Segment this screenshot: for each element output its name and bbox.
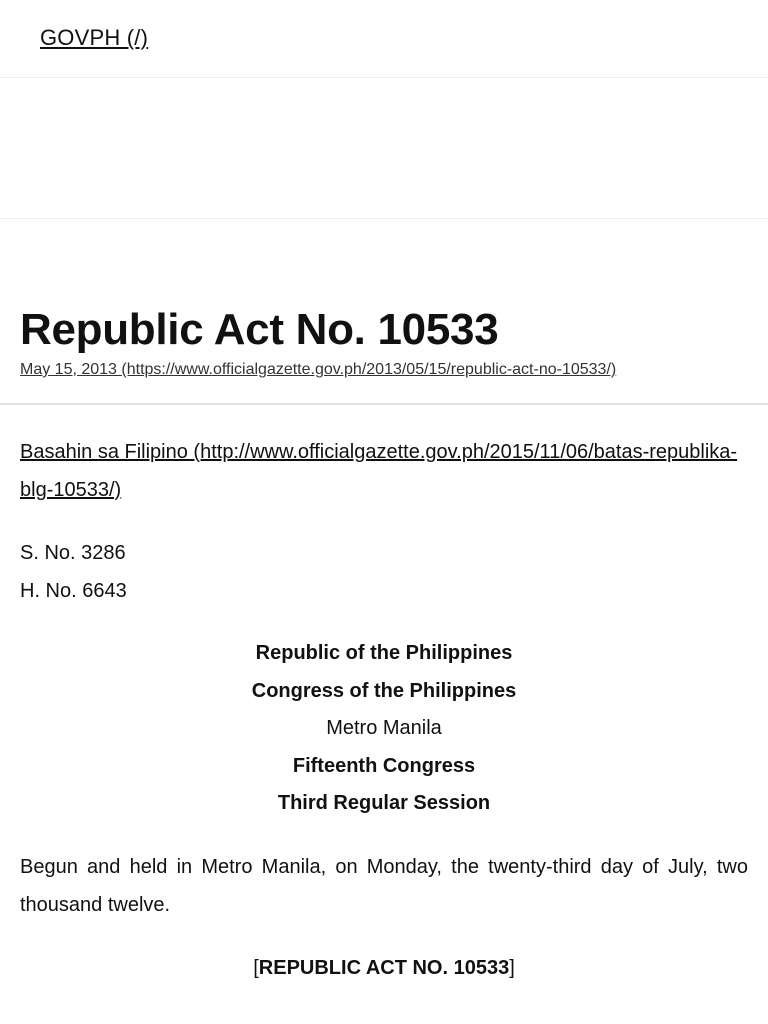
date-link[interactable]: May 15, 2013 (https://www.officialgazette.gov.ph/2013/05/15/republic-act-no-10533/) [20, 361, 617, 378]
congress-line: Congress of the Philippines [251, 679, 517, 702]
act-label-close-bracket: ] [509, 956, 515, 979]
location-line: Metro Manila [326, 717, 442, 739]
congress-heading [20, 635, 748, 823]
house-bill-number: H. No. 6643 [20, 580, 127, 602]
banner-area [0, 78, 768, 219]
begun-paragraph: Begun and held in Metro Manila, on Monday, the twenty-third day of July, two thousand twelve. [20, 855, 748, 916]
act-label-text: REPUBLIC ACT NO. 10533 [258, 956, 510, 979]
article-header [0, 219, 768, 405]
act-label-open-bracket: [ [253, 956, 259, 979]
page-title: Republic Act No. 10533 [20, 305, 499, 354]
govph-link[interactable]: GOVPH (/) [40, 25, 149, 50]
act-label [20, 949, 748, 987]
top-bar [0, 0, 768, 78]
republic-line: Republic of the Philippines [255, 642, 513, 664]
senate-bill-number: S. No. 3286 [20, 542, 126, 564]
congress-number-line: Fifteenth Congress [292, 754, 476, 777]
filipino-link[interactable]: Basahin sa Filipino (http://www.officialgazette.gov.ph/2015/11/06/batas-republika-blg-10533/) [20, 441, 738, 501]
session-line: Third Regular Session [277, 792, 491, 814]
filipino-paragraph [20, 433, 748, 509]
bill-numbers [20, 534, 748, 610]
article-content [0, 405, 768, 987]
